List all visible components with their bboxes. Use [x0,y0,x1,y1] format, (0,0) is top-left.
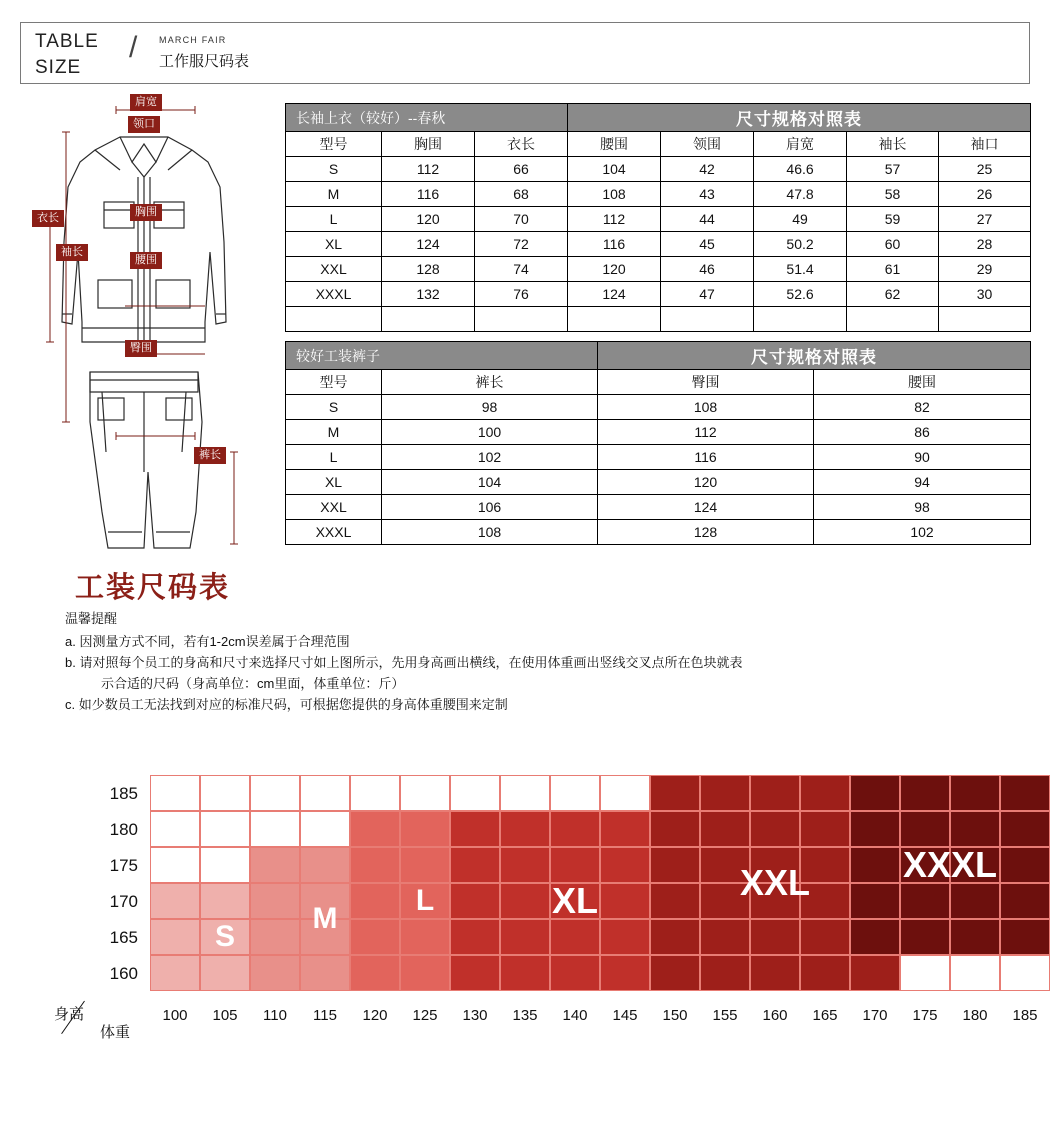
cell: 108 [598,395,814,420]
table-row [286,470,1031,495]
cell: 44 [661,207,754,232]
jacket-size-table [285,103,1031,332]
label-sleeve-length: 袖长 [56,244,88,261]
heatmap-x-tick: 115 [313,1007,337,1024]
heatmap-x-tick: 180 [962,1007,988,1024]
label-hip: 臀围 [125,340,157,357]
page-title: 工装尺码表 [75,572,231,604]
heatmap-x-tick: 105 [212,1007,238,1024]
note-line-a: a. 因测量方式不同，若有1-2cm误差属于合理范围 [65,634,350,649]
jacket-band-left-label: 长袖上衣（较好）--春秋 [286,104,568,132]
heatmap-x-tick: 150 [662,1007,688,1024]
cell: 49 [754,207,847,232]
header-slash-divider: / [129,31,138,64]
cell: 52.6 [754,282,847,307]
cell: 132 [382,282,475,307]
header-brand [159,35,249,71]
cell: 116 [598,445,814,470]
cell: XL [286,470,382,495]
brand-english-name: MARCH FAIR [159,35,227,45]
label-pants-length: 裤长 [194,447,226,464]
jacket-table-band [286,104,1031,132]
label-chest: 胸围 [130,204,162,221]
cell [661,307,754,332]
cell: 66 [475,157,568,182]
jacket-col-cuff: 袖口 [939,132,1031,157]
heatmap-x-tick: 140 [562,1007,588,1024]
heatmap-x-tick: 120 [362,1007,388,1024]
cell: 98 [814,495,1031,520]
jacket-col-waist: 腰围 [568,132,661,157]
cell: 25 [939,157,1031,182]
heatmap-x-tick: 145 [612,1007,638,1024]
label-coat-length: 衣长 [32,210,64,227]
jacket-col-collar: 领围 [661,132,754,157]
cell: 86 [814,420,1031,445]
jacket-header-row [286,132,1031,157]
label-waist: 腰围 [130,252,162,269]
cell: XL [286,232,382,257]
heatmap-y-tick: 175 [109,856,138,875]
cell: 120 [598,470,814,495]
table-row-empty [286,307,1031,332]
heatmap-y-tick: 185 [109,784,138,803]
bottom-size-table-wrapper [285,341,1030,545]
cell: 104 [568,157,661,182]
heatmap-x-tick: 160 [762,1007,788,1024]
jacket-band-title: 尺寸规格对照表 [568,104,1031,132]
cell: 124 [568,282,661,307]
heatmap-cell [200,811,250,847]
cell: S [286,395,382,420]
cell: 104 [382,470,598,495]
heatmap-cell [550,775,600,811]
heatmap-x-tick: 170 [862,1007,888,1024]
cell: 26 [939,182,1031,207]
note-line-c: c. 如少数员工无法找到对应的标准尺码，可根据您提供的身高体重腰围来定制 [65,697,508,712]
cell: M [286,420,382,445]
label-shoulder-width: 肩宽 [130,94,162,111]
cell: XXL [286,495,382,520]
heatmap-cell [600,775,650,811]
cell: 116 [382,182,475,207]
jacket-col-model: 型号 [286,132,382,157]
heatmap-x-tick: 175 [912,1007,938,1024]
heatmap-zone-label-xl: XL [551,880,598,921]
cell: 112 [598,420,814,445]
heatmap-cell [400,775,450,811]
table-row [286,420,1031,445]
cell: 120 [568,257,661,282]
heatmap-x-tick: 130 [462,1007,488,1024]
jacket-col-length: 衣长 [475,132,568,157]
cell: 112 [382,157,475,182]
cell: 68 [475,182,568,207]
axis-label-height: 身高 [54,1006,85,1023]
jacket-col-shoulder: 肩宽 [754,132,847,157]
note-line-b: b. 请对照每个员工的身高和尺寸来选择尺寸如上图所示，先用身高画出横线，在使用体重画出竖线交叉点所在色块就表 [65,655,743,670]
pants-col-hip: 臀围 [598,370,814,395]
header-box [20,22,1030,84]
heatmap-zone-label-xxl: XXL [739,862,810,903]
cell [475,307,568,332]
cell: 28 [939,232,1031,257]
heatmap-grid [150,775,1050,991]
cell: 59 [847,207,939,232]
cell: 108 [382,520,598,545]
heatmap-x-tick: 135 [512,1007,538,1024]
heatmap-cell [300,811,350,847]
header-table-text: TABLE [35,31,99,52]
garment-illustration [20,92,280,562]
heatmap-cell [150,775,200,811]
table-row [286,282,1031,307]
heatmap-x-tick: 125 [412,1007,438,1024]
cell: XXL [286,257,382,282]
cell: 102 [814,520,1031,545]
brand-chinese-subtitle: 工作服尺码表 [159,53,250,70]
cell: 106 [382,495,598,520]
cell: 100 [382,420,598,445]
cell: 120 [382,207,475,232]
table-row [286,232,1031,257]
garment-drawing [20,92,280,562]
cell: 42 [661,157,754,182]
heatmap-zone-label-s: S [214,920,235,953]
heatmap-cell [450,775,500,811]
cell: 90 [814,445,1031,470]
cell: 46.6 [754,157,847,182]
header-size-text: SIZE [35,57,82,78]
note-line-b-cont: 示合适的尺码（身高单位：cm里面，体重单位：斤） [101,676,405,691]
pants-band-title: 尺寸规格对照表 [598,342,1031,370]
cell: 58 [847,182,939,207]
heatmap-cell [250,811,300,847]
cell: 98 [382,395,598,420]
cell: 61 [847,257,939,282]
cell: 60 [847,232,939,257]
heatmap-x-tick: 155 [712,1007,738,1024]
cell: 27 [939,207,1031,232]
heatmap-cell [350,775,400,811]
top-size-table-wrapper [285,103,1030,332]
heatmap-x-tick: 110 [263,1007,287,1024]
table-row [286,445,1031,470]
cell: 128 [598,520,814,545]
cell: 45 [661,232,754,257]
cell: 30 [939,282,1031,307]
cell: 51.4 [754,257,847,282]
heatmap-cell [150,811,200,847]
cell [382,307,475,332]
pants-table-band [286,342,1031,370]
axis-label-weight: 体重 [100,1024,131,1041]
cell: XXXL [286,282,382,307]
cell: 29 [939,257,1031,282]
cell: L [286,445,382,470]
heatmap-x-tick: 165 [812,1007,838,1024]
cell: 94 [814,470,1031,495]
heatmap-cell [200,847,250,883]
cell: 124 [382,232,475,257]
cell [568,307,661,332]
cell: 46 [661,257,754,282]
cell: M [286,182,382,207]
cell: 76 [475,282,568,307]
cell: 82 [814,395,1031,420]
cell: L [286,207,382,232]
table-row [286,520,1031,545]
heatmap-y-tick: 165 [109,928,138,947]
cell: 102 [382,445,598,470]
cell: 70 [475,207,568,232]
heatmap-cell [950,955,1000,991]
table-row [286,207,1031,232]
table-row [286,257,1031,282]
cell [939,307,1031,332]
size-heatmap-chart [48,775,1038,1095]
heatmap-y-tick: 180 [109,820,138,839]
cell: 108 [568,182,661,207]
cell [847,307,939,332]
heatmap-cell [900,955,950,991]
heatmap-cell [500,775,550,811]
cell: 74 [475,257,568,282]
heatmap-cell [1000,955,1050,991]
cell: 47 [661,282,754,307]
cell: XXXL [286,520,382,545]
cell: 116 [568,232,661,257]
label-collar: 领口 [128,116,160,133]
pants-header-row [286,370,1031,395]
pants-col-waist: 腰围 [814,370,1031,395]
cell: 112 [568,207,661,232]
cell: 124 [598,495,814,520]
table-row [286,395,1031,420]
heatmap-cell [200,775,250,811]
heatmap-zone-label-xxxl: XXXL [902,844,998,885]
cell: 50.2 [754,232,847,257]
cell: 72 [475,232,568,257]
pants-col-model: 型号 [286,370,382,395]
header-left-title [35,29,125,81]
cell: S [286,157,382,182]
cell [754,307,847,332]
cell: 47.8 [754,182,847,207]
heatmap-zone-label-m: M [312,902,338,935]
heatmap-cell [150,847,200,883]
heatmap-y-tick: 170 [109,892,138,911]
table-row [286,157,1031,182]
pants-col-length: 裤长 [382,370,598,395]
cell: 62 [847,282,939,307]
pants-size-table [285,341,1031,545]
heatmap-x-tick: 185 [1012,1007,1038,1024]
heatmap-zone-label-l: L [415,884,435,917]
cell: 43 [661,182,754,207]
cell: 128 [382,257,475,282]
notes-heading: 温馨提醒 [65,611,118,626]
cell: 57 [847,157,939,182]
heatmap-y-tick: 160 [109,964,138,983]
notes-block [65,608,965,715]
heatmap-x-tick: 100 [162,1007,188,1024]
heatmap-cell [250,775,300,811]
jacket-col-sleeve: 袖长 [847,132,939,157]
heatmap-cell [300,775,350,811]
jacket-col-chest: 胸围 [382,132,475,157]
heatmap-axis-corner [48,1003,152,1039]
table-row [286,182,1031,207]
cell [286,307,382,332]
table-row [286,495,1031,520]
pants-band-left-label: 较好工装裤子 [286,342,598,370]
